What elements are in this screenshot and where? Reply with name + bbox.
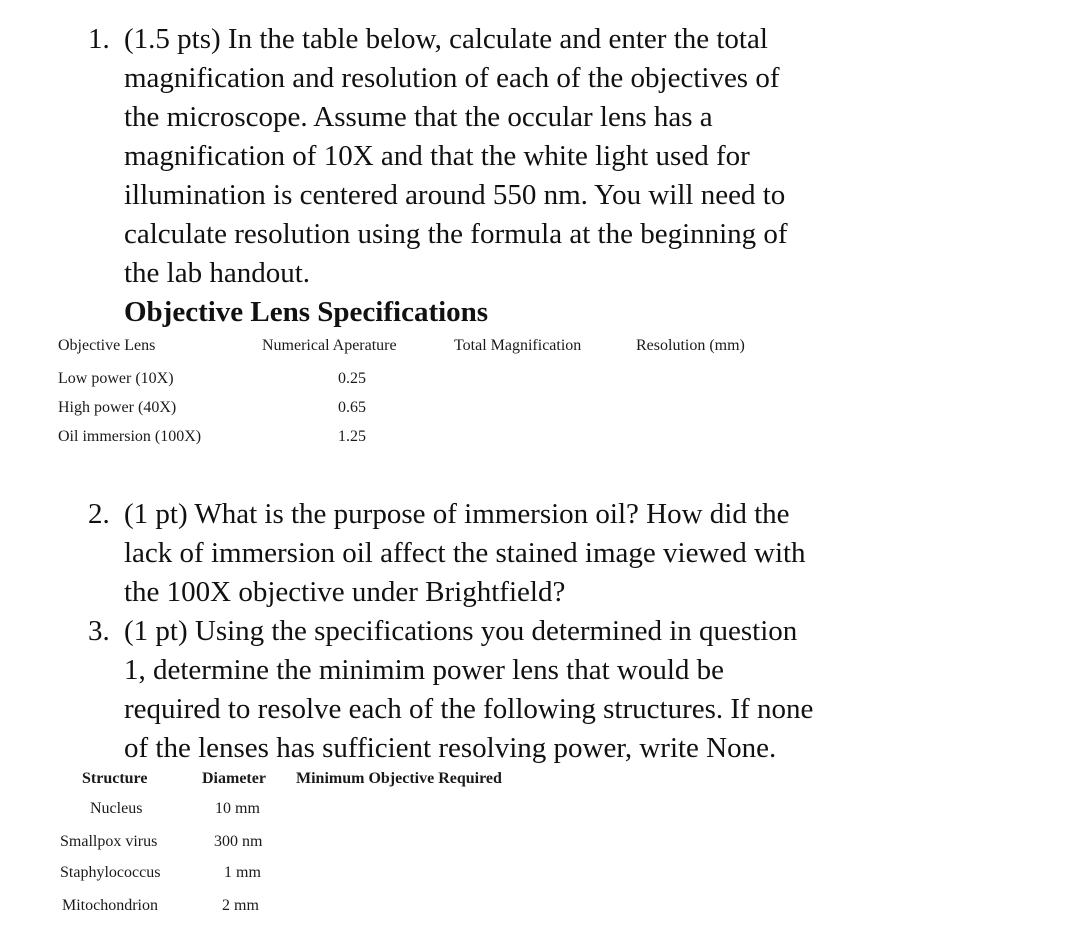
question-1-number: 1.: [88, 23, 110, 55]
question-1-line: magnification of 10X and that the white light used for: [124, 140, 750, 172]
table2-cell-diameter: 2 mm: [222, 897, 259, 914]
question-2-line: (1 pt) What is the purpose of immersion oil? How did the: [124, 498, 790, 530]
table1-header-numerical-aperature: Numerical Aperature: [262, 337, 397, 354]
table1-header-resolution: Resolution (mm): [636, 337, 745, 354]
table1-cell-na: 0.65: [338, 399, 366, 416]
table1-cell-lens: Low power (10X): [58, 370, 174, 387]
question-1-line: illumination is centered around 550 nm. You will need to: [124, 179, 786, 211]
question-1-line: (1.5 pts) In the table below, calculate and enter the total: [124, 23, 768, 55]
table2-cell-diameter: 300 nm: [214, 833, 263, 850]
question-3-line: (1 pt) Using the specifications you determined in question: [124, 615, 798, 647]
table2-cell-diameter: 1 mm: [224, 864, 261, 881]
table2-cell-structure: Mitochondrion: [62, 897, 158, 914]
question-3-line: of the lenses has sufficient resolving power, write None.: [124, 732, 777, 764]
question-1-line: calculate resolution using the formula at the beginning of: [124, 218, 788, 250]
table1-header-objective-lens: Objective Lens: [58, 337, 156, 354]
question-3-number: 3.: [88, 615, 110, 647]
question-1-line: magnification and resolution of each of the objectives of: [124, 62, 780, 94]
table2-cell-diameter: 10 mm: [215, 800, 260, 817]
table2-cell-structure: Nucleus: [90, 800, 143, 817]
table2-header-diameter: Diameter: [202, 770, 266, 787]
question-3-line: required to resolve each of the following structures. If none: [124, 693, 814, 725]
question-1-line: the microscope. Assume that the occular lens has a: [124, 101, 713, 133]
question-3-line: 1, determine the minimim power lens that would be: [124, 654, 725, 686]
table-title: Objective Lens Specifications: [124, 296, 489, 328]
table1-cell-na: 0.25: [338, 370, 366, 387]
table2-cell-structure: Smallpox virus: [60, 833, 158, 850]
question-1-line: the lab handout.: [124, 257, 311, 289]
table2-cell-structure: Staphylococcus: [60, 864, 161, 881]
table1-cell-na: 1.25: [338, 428, 366, 445]
table2-header-structure: Structure: [82, 770, 148, 787]
question-2-number: 2.: [88, 498, 110, 530]
table1-cell-lens: Oil immersion (100X): [58, 428, 202, 445]
table1-header-total-magnification: Total Magnification: [454, 337, 582, 354]
table2-header-minimum-objective: Minimum Objective Required: [296, 770, 502, 787]
table1-cell-lens: High power (40X): [58, 399, 177, 416]
question-2-line: the 100X objective under Brightfield?: [124, 576, 566, 608]
question-2-line: lack of immersion oil affect the stained image viewed with: [124, 537, 806, 569]
